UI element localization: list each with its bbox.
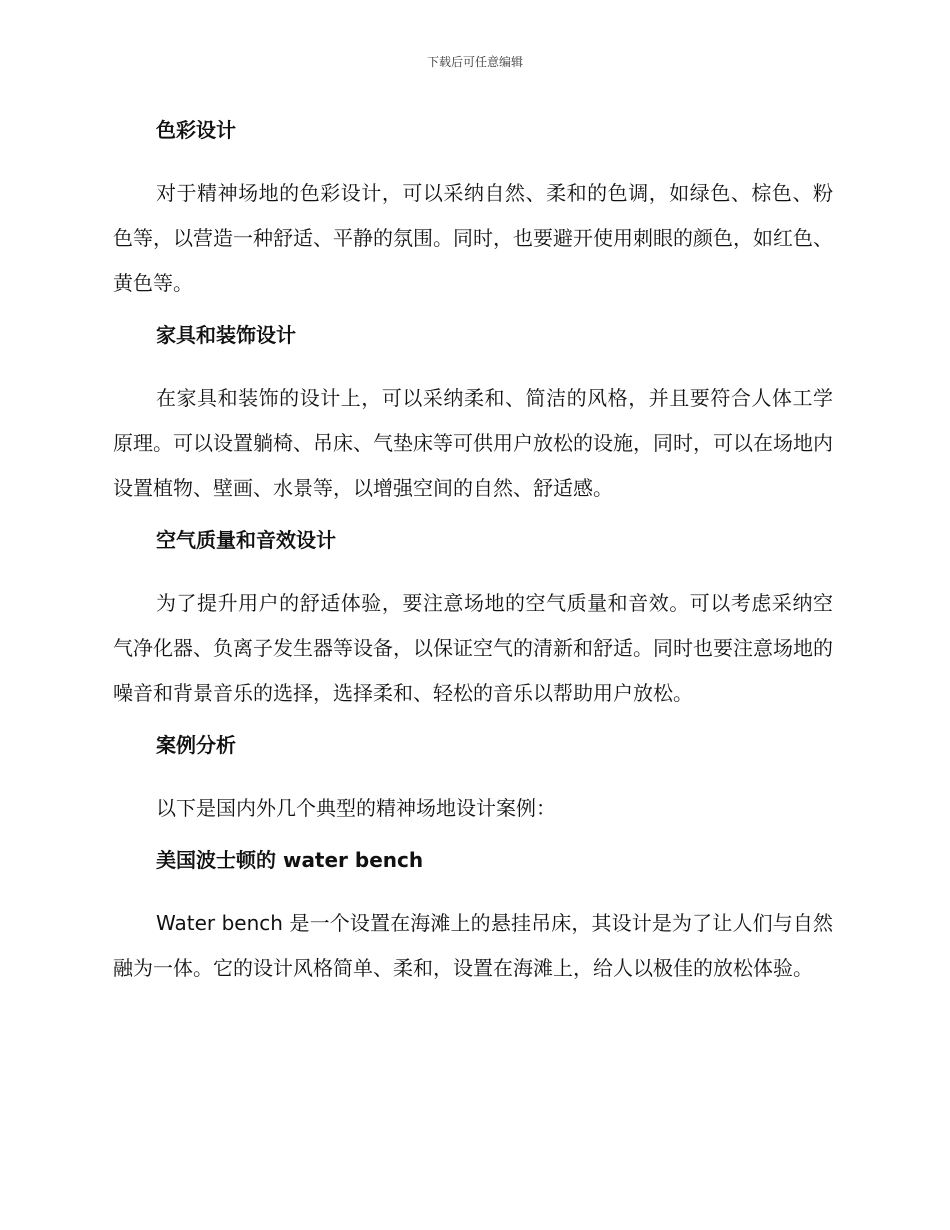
document-body — [113, 113, 833, 1003]
section-heading-air-sound-design: 空气质量和音效设计 — [156, 528, 336, 552]
section-paragraph-color-design: 对于精神场地的色彩设计，可以采纳自然、柔和的色调，如绿色、棕色、粉色等，以营造一种舒适、平静的氛围。同时，也要避开使用刺眼的颜色，如红色、黄色等。 — [113, 181, 833, 295]
section-paragraph-air-sound-design: 为了提升用户的舒适体验，要注意场地的空气质量和音效。可以考虑采纳空气净化器、负离子发生器等设备，以保证空气的清新和舒适。同时也要注意场地的噪音和背景音乐的选择，选择柔和、轻松的音乐以帮助用户放松。 — [113, 591, 833, 705]
section-paragraph-case-analysis: 以下是国内外几个典型的精神场地设计案例： — [156, 796, 556, 820]
section-paragraph-furniture-design: 在家具和装饰的设计上，可以采纳柔和、简洁的风格，并且要符合人体工学原理。可以设置躺椅、吊床、气垫床等可供用户放松的设施，同时，可以在场地内设置植物、壁画、水景等，以增强空间的自然、舒适感。 — [113, 386, 833, 500]
section-heading-case-analysis: 案例分析 — [156, 733, 236, 757]
page-header: 下载后可任意编辑 — [426, 55, 523, 69]
section-heading-color-design: 色彩设计 — [156, 118, 236, 142]
section-heading-furniture-design: 家具和装饰设计 — [156, 323, 296, 347]
section-heading-water-bench: 美国波士顿的 water bench — [156, 848, 424, 872]
section-paragraph-water-bench: Water bench 是一个设置在海滩上的悬挂吊床，其设计是为了让人们与自然融为一体。它的设计风格简单、柔和，设置在海滩上，给人以极佳的放松体验。 — [113, 911, 833, 980]
